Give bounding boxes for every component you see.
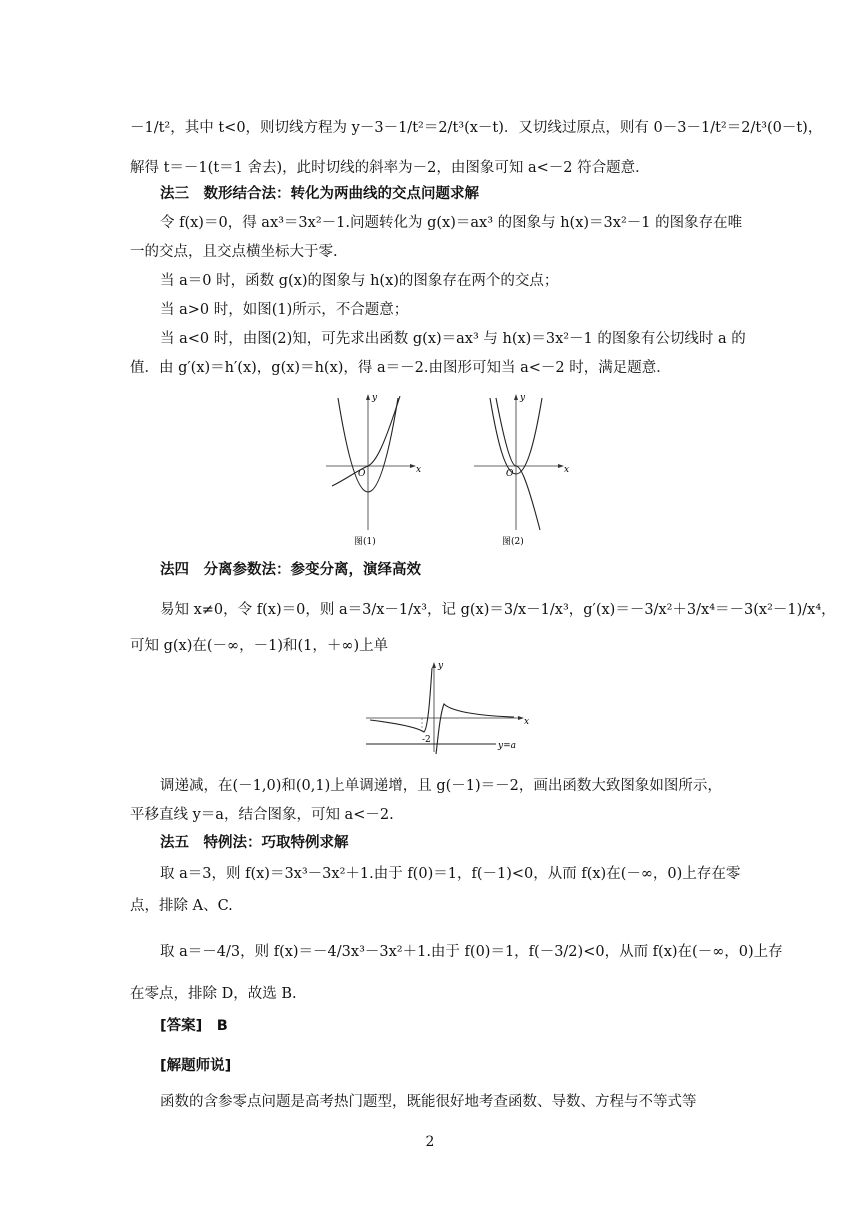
text-line-14: 平移直线 y＝a，结合图象，可知 a<－2. [130, 807, 394, 823]
text-line-18: 取 a＝－4/3，则 f(x)＝－4/3x³－3x²＋1.由于 f(0)＝1，f(－3/2)<0，从而 f(x)在(－∞，0)上存 [160, 944, 783, 960]
fig2-y-label: y [520, 393, 526, 403]
text-line-7: 当 a>0 时，如图(1)所示，不合题意； [160, 302, 409, 318]
text-line-8: 当 a<0 时，由图(2)知，可先求出函数 g(x)＝ax³ 与 h(x)＝3x²－1 的图象有公切线时 a 的 [160, 331, 746, 347]
fig3-y-label: y [438, 661, 444, 671]
text-line-16: 取 a＝3，则 f(x)＝3x³－3x²＋1.由于 f(0)＝1，f(－1)<0，从而 f(x)在(－∞，0)上存在零 [160, 866, 741, 882]
text-line-19: 在零点，排除 D，故选 B. [130, 986, 297, 1002]
text-line-1: －1/t²，其中 t<0，则切线方程为 y－3－1/t²＝2/t³(x－t)．又切线过原点，则有 0－3－1/t²＝2/t³(0－t)， [130, 120, 823, 136]
text-line-2: 解得 t＝－1(t＝1 舍去)，此时切线的斜率为－2，由图象可知 a<－2 符合题意． [130, 160, 650, 176]
fig1-y-label: y [372, 393, 378, 403]
fig3-x-label: x [524, 717, 530, 727]
text-line-9: 值．由 g′(x)＝h′(x)，g(x)＝h(x)，得 a＝－2.由图形可知当 a<－2 时，满足题意． [130, 360, 671, 376]
fig3-minus2-label: -2 [422, 735, 431, 745]
tips-heading: [解题师说] [160, 1058, 232, 1074]
figure-3 [362, 658, 532, 756]
fig1-caption: 图(1) [354, 537, 376, 547]
text-line-12: 可知 g(x)在(－∞，－1)和(1，＋∞)上单 [130, 638, 389, 654]
section-heading-method5: 法五 特例法：巧取特例求解 [160, 835, 349, 851]
text-line-17: 点，排除 A、C. [130, 898, 233, 914]
text-line-4: 令 f(x)＝0，得 ax³＝3x²－1.问题转化为 g(x)＝ax³ 的图象与 h(x)＝3x²－1 的图象存在唯 [160, 215, 743, 231]
fig1-origin-label: O [358, 469, 366, 479]
text-line-22: 函数的含参零点问题是高考热门题型，既能很好地考查函数、导数、方程与不等式等 [160, 1094, 697, 1110]
figure-2 [466, 390, 572, 548]
text-line-11: 易知 x≠0，令 f(x)＝0，则 a＝3/x－1/x³，记 g(x)＝3/x－1/x³，g′(x)＝－3/x²＋3/x⁴＝－3(x²－1)/x⁴， [160, 602, 836, 618]
fig2-origin-label: O [506, 469, 514, 479]
figure-1 [318, 390, 424, 548]
section-heading-method4: 法四 分离参数法：参变分离，演绎高效 [160, 562, 421, 578]
fig1-x-label: x [416, 465, 422, 475]
page-number: 2 [425, 1134, 435, 1150]
fig2-x-label: x [564, 465, 570, 475]
section-heading-method3: 法三 数形结合法：转化为两曲线的交点问题求解 [160, 186, 479, 202]
text-line-6: 当 a＝0 时，函数 g(x)的图象与 h(x)的图象存在两个的交点； [160, 273, 559, 289]
fig2-cubic [496, 398, 540, 530]
text-line-5: 一的交点，且交点横坐标大于零. [130, 244, 338, 260]
fig3-y-a-label: y=a [498, 741, 516, 751]
fig2-caption: 图(2) [502, 537, 524, 547]
text-line-13: 调递减，在(－1,0)和(0,1)上单调递增，且 g(－1)＝－2，画出函数大致图象如图所示， [160, 778, 722, 794]
answer-line: [答案] B [160, 1018, 228, 1034]
fig3-left-branch [370, 668, 432, 732]
